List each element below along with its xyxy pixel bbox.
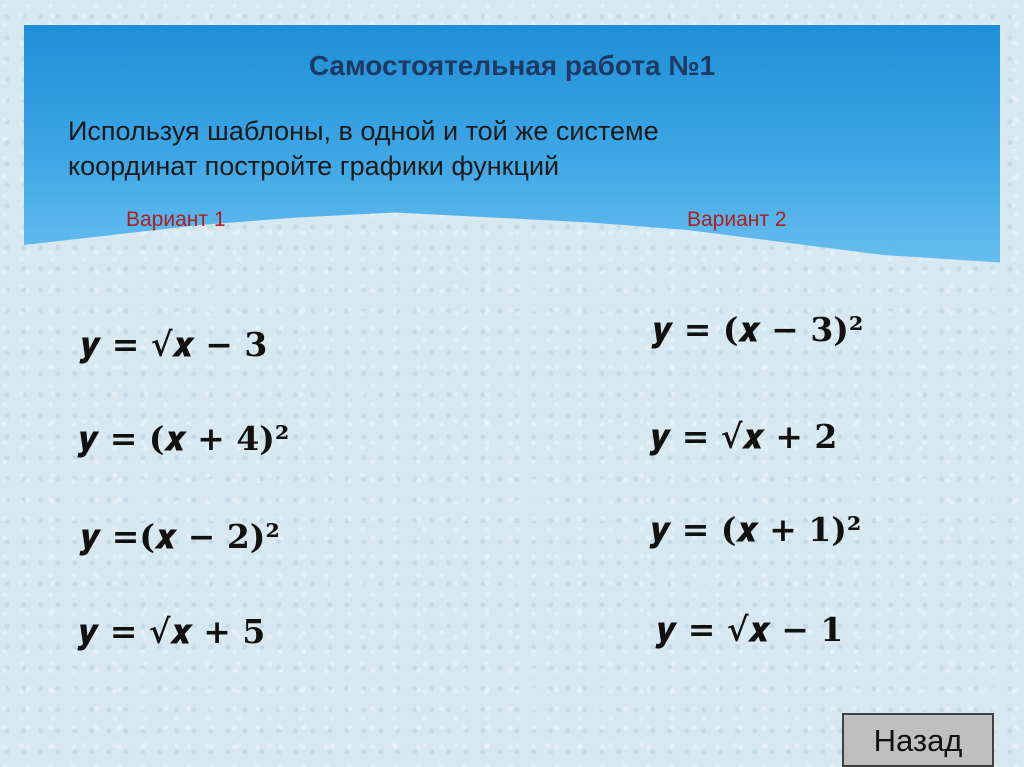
variant-1-formula-3: 𝒚 =(𝒙 − 𝟐)² bbox=[80, 517, 280, 556]
variant-1-label: Вариант 1 bbox=[126, 208, 226, 231]
variant-1-formula-1: 𝒚 = √𝒙 − 𝟑 bbox=[80, 325, 268, 364]
back-button[interactable]: Назад bbox=[842, 713, 994, 767]
variant-2-formula-4: 𝒚 = √𝒙 − 𝟏 bbox=[656, 610, 844, 649]
variant-1-formula-4: 𝒚 = √𝒙 + 𝟓 bbox=[78, 612, 266, 651]
variant-2-formula-3: 𝒚 = (𝒙 + 𝟏)² bbox=[650, 510, 862, 549]
task-instruction bbox=[68, 114, 888, 184]
slide-title: Самостоятельная работа №1 bbox=[308, 50, 716, 81]
variant-2-formula-1: 𝒚 = (𝒙 − 𝟑)² bbox=[652, 310, 864, 349]
variant-2-label: Вариант 2 bbox=[687, 208, 787, 231]
instruction-line-1: Используя шаблоны, в одной и той же системе bbox=[68, 116, 659, 146]
instruction-line-2: координат постройте графики функций bbox=[68, 151, 560, 181]
variant-1-formula-2: 𝒚 = (𝒙 + 𝟒)² bbox=[78, 419, 290, 458]
variant-2-formula-2: 𝒚 = √𝒙 + 𝟐 bbox=[650, 417, 838, 456]
